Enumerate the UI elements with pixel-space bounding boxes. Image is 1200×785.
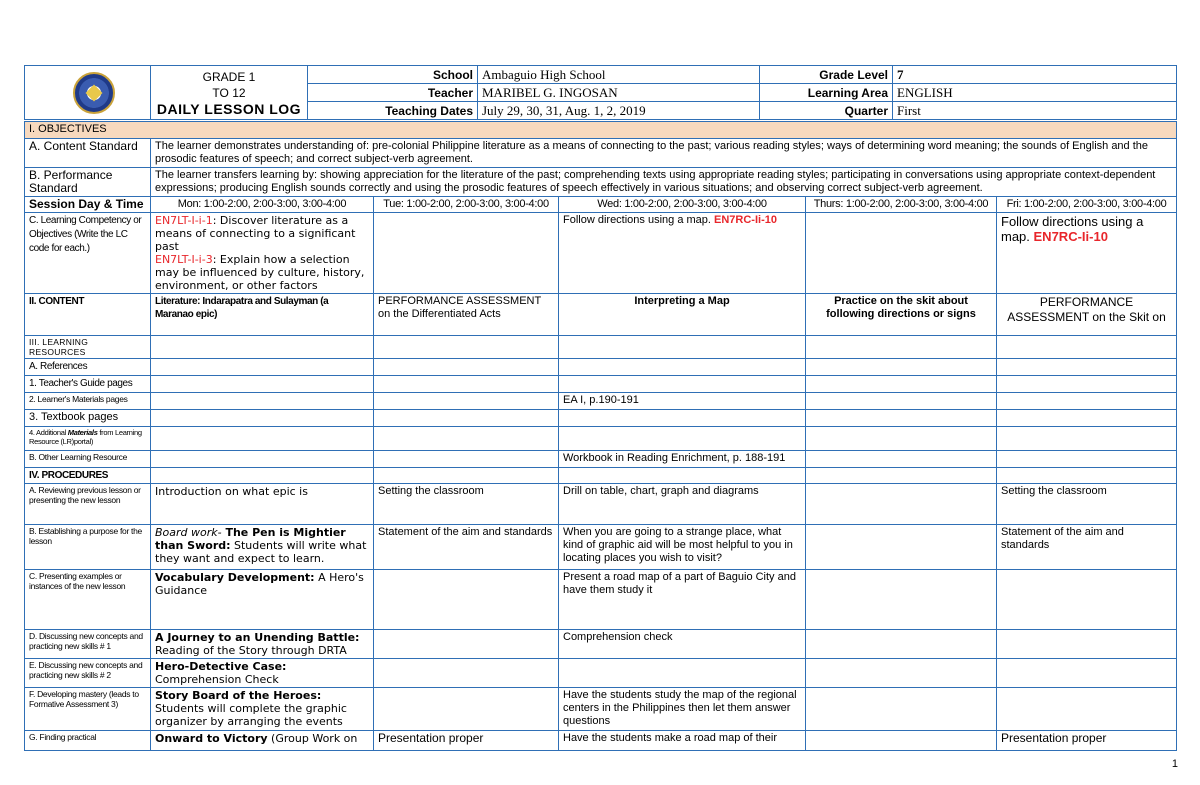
- procedure-b-fri: Statement of the aim and standards: [997, 525, 1177, 570]
- teachers-guide-row: [25, 376, 1177, 393]
- procedure-a-label: A. Reviewing previous lesson or presenting the new lesson: [25, 484, 151, 525]
- grade-line-1: GRADE 1: [202, 69, 256, 84]
- lesson-log-table: [24, 121, 1177, 751]
- competency-fri-text: Follow directions using a map.: [1001, 214, 1144, 244]
- other-resource-label: B. Other Learning Resource: [25, 451, 151, 468]
- procedure-b-wed: When you are going to a strange place, what kind of graphic aid will be most helpful to you in locating places you wish to visit?: [559, 525, 806, 570]
- objectives-heading: I. OBJECTIVES: [25, 122, 1177, 139]
- procedure-b-mon: Board work- The Pen is Mightier than Sword: Students will write what they want and expect to learn.: [151, 525, 374, 570]
- procedure-c-mon: Vocabulary Development: A Hero's Guidance: [151, 570, 374, 630]
- quarter-label: Quarter: [760, 102, 893, 120]
- additional-materials-label: 4. Additional Materials from Learning Resource (LR)portal): [25, 427, 151, 451]
- learners-materials-row: [25, 393, 1177, 410]
- procedure-g-row: [25, 731, 1177, 751]
- quarter-value: First: [893, 102, 1177, 120]
- procedure-g-fri: Presentation proper: [997, 731, 1177, 751]
- competency-wed-text: Follow directions using a map.: [563, 214, 715, 226]
- teacher-label: Teacher: [308, 84, 478, 102]
- lc-text-1: : Discover literature as a means of connecting to a significant past: [155, 214, 356, 253]
- page-title: DAILY LESSON LOG: [156, 100, 302, 117]
- references-label: A. References: [25, 359, 151, 376]
- content-tue: PERFORMANCE ASSESSMENT on the Differentiated Acts: [374, 294, 559, 336]
- procedure-d-wed: Comprehension check: [559, 630, 806, 659]
- procedure-b-row: [25, 525, 1177, 570]
- competency-row: [25, 213, 1177, 294]
- session-thu: Thurs: 1:00-2:00, 2:00-3:00, 3:00-4:00: [806, 197, 997, 213]
- procedure-e-mon: Hero-Detective Case: Comprehension Check: [151, 659, 374, 688]
- procedure-f-row: [25, 688, 1177, 731]
- competency-label: C. Learning Competency or Objectives (Write the LC code for each.): [25, 213, 151, 294]
- textbook-label: 3. Textbook pages: [25, 410, 151, 427]
- session-fri: Fri: 1:00-2:00, 2:00-3:00, 3:00-4:00: [997, 197, 1177, 213]
- grade-level-value: 7: [893, 66, 1177, 84]
- competency-mon: [151, 213, 374, 294]
- teaching-dates-value: July 29, 30, 31, Aug. 1, 2, 2019: [478, 102, 760, 120]
- textbook-row: [25, 410, 1177, 427]
- lc-text-2: : Explain how a selection may be influenced by culture, history, environment, or other factors: [155, 253, 365, 292]
- header-table: [24, 65, 1177, 120]
- session-label: Session Day & Time: [25, 197, 151, 213]
- procedure-a-fri: Setting the classroom: [997, 484, 1177, 525]
- procedure-g-label: G. Finding practical: [25, 731, 151, 751]
- procedure-f-label: F. Developing mastery (leads to Formative Assessment 3): [25, 688, 151, 731]
- procedure-d-label: D. Discussing new concepts and practicing new skills # 1: [25, 630, 151, 659]
- content-mon: Literature: Indarapatra and Sulayman (a Maranao epic): [151, 294, 374, 336]
- procedure-f-wed: Have the students study the map of the regional centers in the Philippines then let them answer questions: [559, 688, 806, 731]
- content-standard-label: A. Content Standard: [25, 139, 151, 168]
- procedure-g-wed: Have the students make a road map of their: [559, 731, 806, 751]
- procedure-a-row: [25, 484, 1177, 525]
- additional-materials-row: [25, 427, 1177, 451]
- grade-level-label: Grade Level: [760, 66, 893, 84]
- session-mon: Mon: 1:00-2:00, 2:00-3:00, 3:00-4:00: [151, 197, 374, 213]
- procedures-row: [25, 468, 1177, 484]
- procedure-g-tue: Presentation proper: [374, 731, 559, 751]
- performance-standard-label: B. Performance Standard: [25, 168, 151, 197]
- resources-row: [25, 336, 1177, 359]
- session-wed: Wed: 1:00-2:00, 2:00-3:00, 3:00-4:00: [559, 197, 806, 213]
- performance-standard-row: [25, 168, 1177, 197]
- procedure-e-row: [25, 659, 1177, 688]
- other-resource-row: [25, 451, 1177, 468]
- logo-cell: [25, 66, 151, 120]
- procedure-b-label: B. Establishing a purpose for the lesson: [25, 525, 151, 570]
- session-row: [25, 197, 1177, 213]
- content-fri: PERFORMANCE ASSESSMENT on the Skit on: [997, 294, 1177, 336]
- content-standard-row: [25, 139, 1177, 168]
- learning-area-label: Learning Area: [760, 84, 893, 102]
- procedure-f-mon: Story Board of the Heroes: Students will complete the graphic organizer by arranging the events: [151, 688, 374, 731]
- learners-materials-wed: EA I, p.190-191: [559, 393, 806, 410]
- procedures-heading: IV. PROCEDURES: [25, 468, 151, 484]
- school-label: School: [308, 66, 478, 84]
- procedure-e-label: E. Discussing new concepts and practicing new skills # 2: [25, 659, 151, 688]
- references-row: [25, 359, 1177, 376]
- content-standard-text: The learner demonstrates understanding of: pre-colonial Philippine literature as a means of connecting to the past; various reading styles; ways of determining word meaning; the sounds of English and the prosodic features of speech; and correct subject-verb agreement.: [151, 139, 1177, 168]
- grade-line-2: TO 12: [212, 85, 246, 100]
- page-number: 1: [1171, 758, 1178, 770]
- content-wed: Interpreting a Map: [559, 294, 806, 336]
- content-row: [25, 294, 1177, 336]
- competency-fri-code: EN7RC-Ii-10: [1033, 229, 1108, 244]
- competency-wed: [559, 213, 806, 294]
- resources-heading: III. LEARNING RESOURCES: [25, 336, 151, 359]
- other-resource-wed: Workbook in Reading Enrichment, p. 188-191: [559, 451, 806, 468]
- teaching-dates-label: Teaching Dates: [308, 102, 478, 120]
- learners-materials-label: 2. Learner's Materials pages: [25, 393, 151, 410]
- procedure-a-mon: Introduction on what epic is: [151, 484, 374, 525]
- objectives-row: [25, 122, 1177, 139]
- competency-wed-code: EN7RC-Ii-10: [714, 214, 777, 226]
- procedure-g-mon: Onward to Victory (Group Work on: [151, 731, 374, 751]
- competency-thu: [806, 213, 997, 294]
- teachers-guide-label: 1. Teacher's Guide pages: [25, 376, 151, 393]
- school-value: Ambaguio High School: [478, 66, 760, 84]
- content-thu: Practice on the skit about following directions or signs: [806, 294, 997, 336]
- competency-tue: [374, 213, 559, 294]
- learning-area-value: ENGLISH: [893, 84, 1177, 102]
- procedure-a-tue: Setting the classroom: [374, 484, 559, 525]
- teacher-value: MARIBEL G. INGOSAN: [478, 84, 760, 102]
- session-tue: Tue: 1:00-2:00, 2:00-3:00, 3:00-4:00: [374, 197, 559, 213]
- grade-title-cell: [151, 66, 308, 120]
- competency-fri: [997, 213, 1177, 294]
- procedure-d-row: [25, 630, 1177, 659]
- performance-standard-text: The learner transfers learning by: showing appreciation for the literature of the past; comprehending texts using appropriate reading styles; participating in conversations using appropriate context-dependent expressions; producing English sounds correctly and using the prosodic features of speech effectively in various situations; and observing correct subject-verb agreement.: [151, 168, 1177, 197]
- content-label: II. CONTENT: [25, 294, 151, 336]
- procedure-c-label: C. Presenting examples or instances of the new lesson: [25, 570, 151, 630]
- lc-code-2: EN7LT-I-i-3: [155, 253, 213, 266]
- procedure-c-row: [25, 570, 1177, 630]
- lc-code-1: EN7LT-I-i-1: [155, 214, 213, 227]
- procedure-d-mon: A Journey to an Unending Battle: Reading of the Story through DRTA: [151, 630, 374, 659]
- procedure-b-tue: Statement of the aim and standards: [374, 525, 559, 570]
- deped-seal-icon: [73, 72, 115, 114]
- procedure-c-wed: Present a road map of a part of Baguio City and have them study it: [559, 570, 806, 630]
- procedure-a-wed: Drill on table, chart, graph and diagrams: [559, 484, 806, 525]
